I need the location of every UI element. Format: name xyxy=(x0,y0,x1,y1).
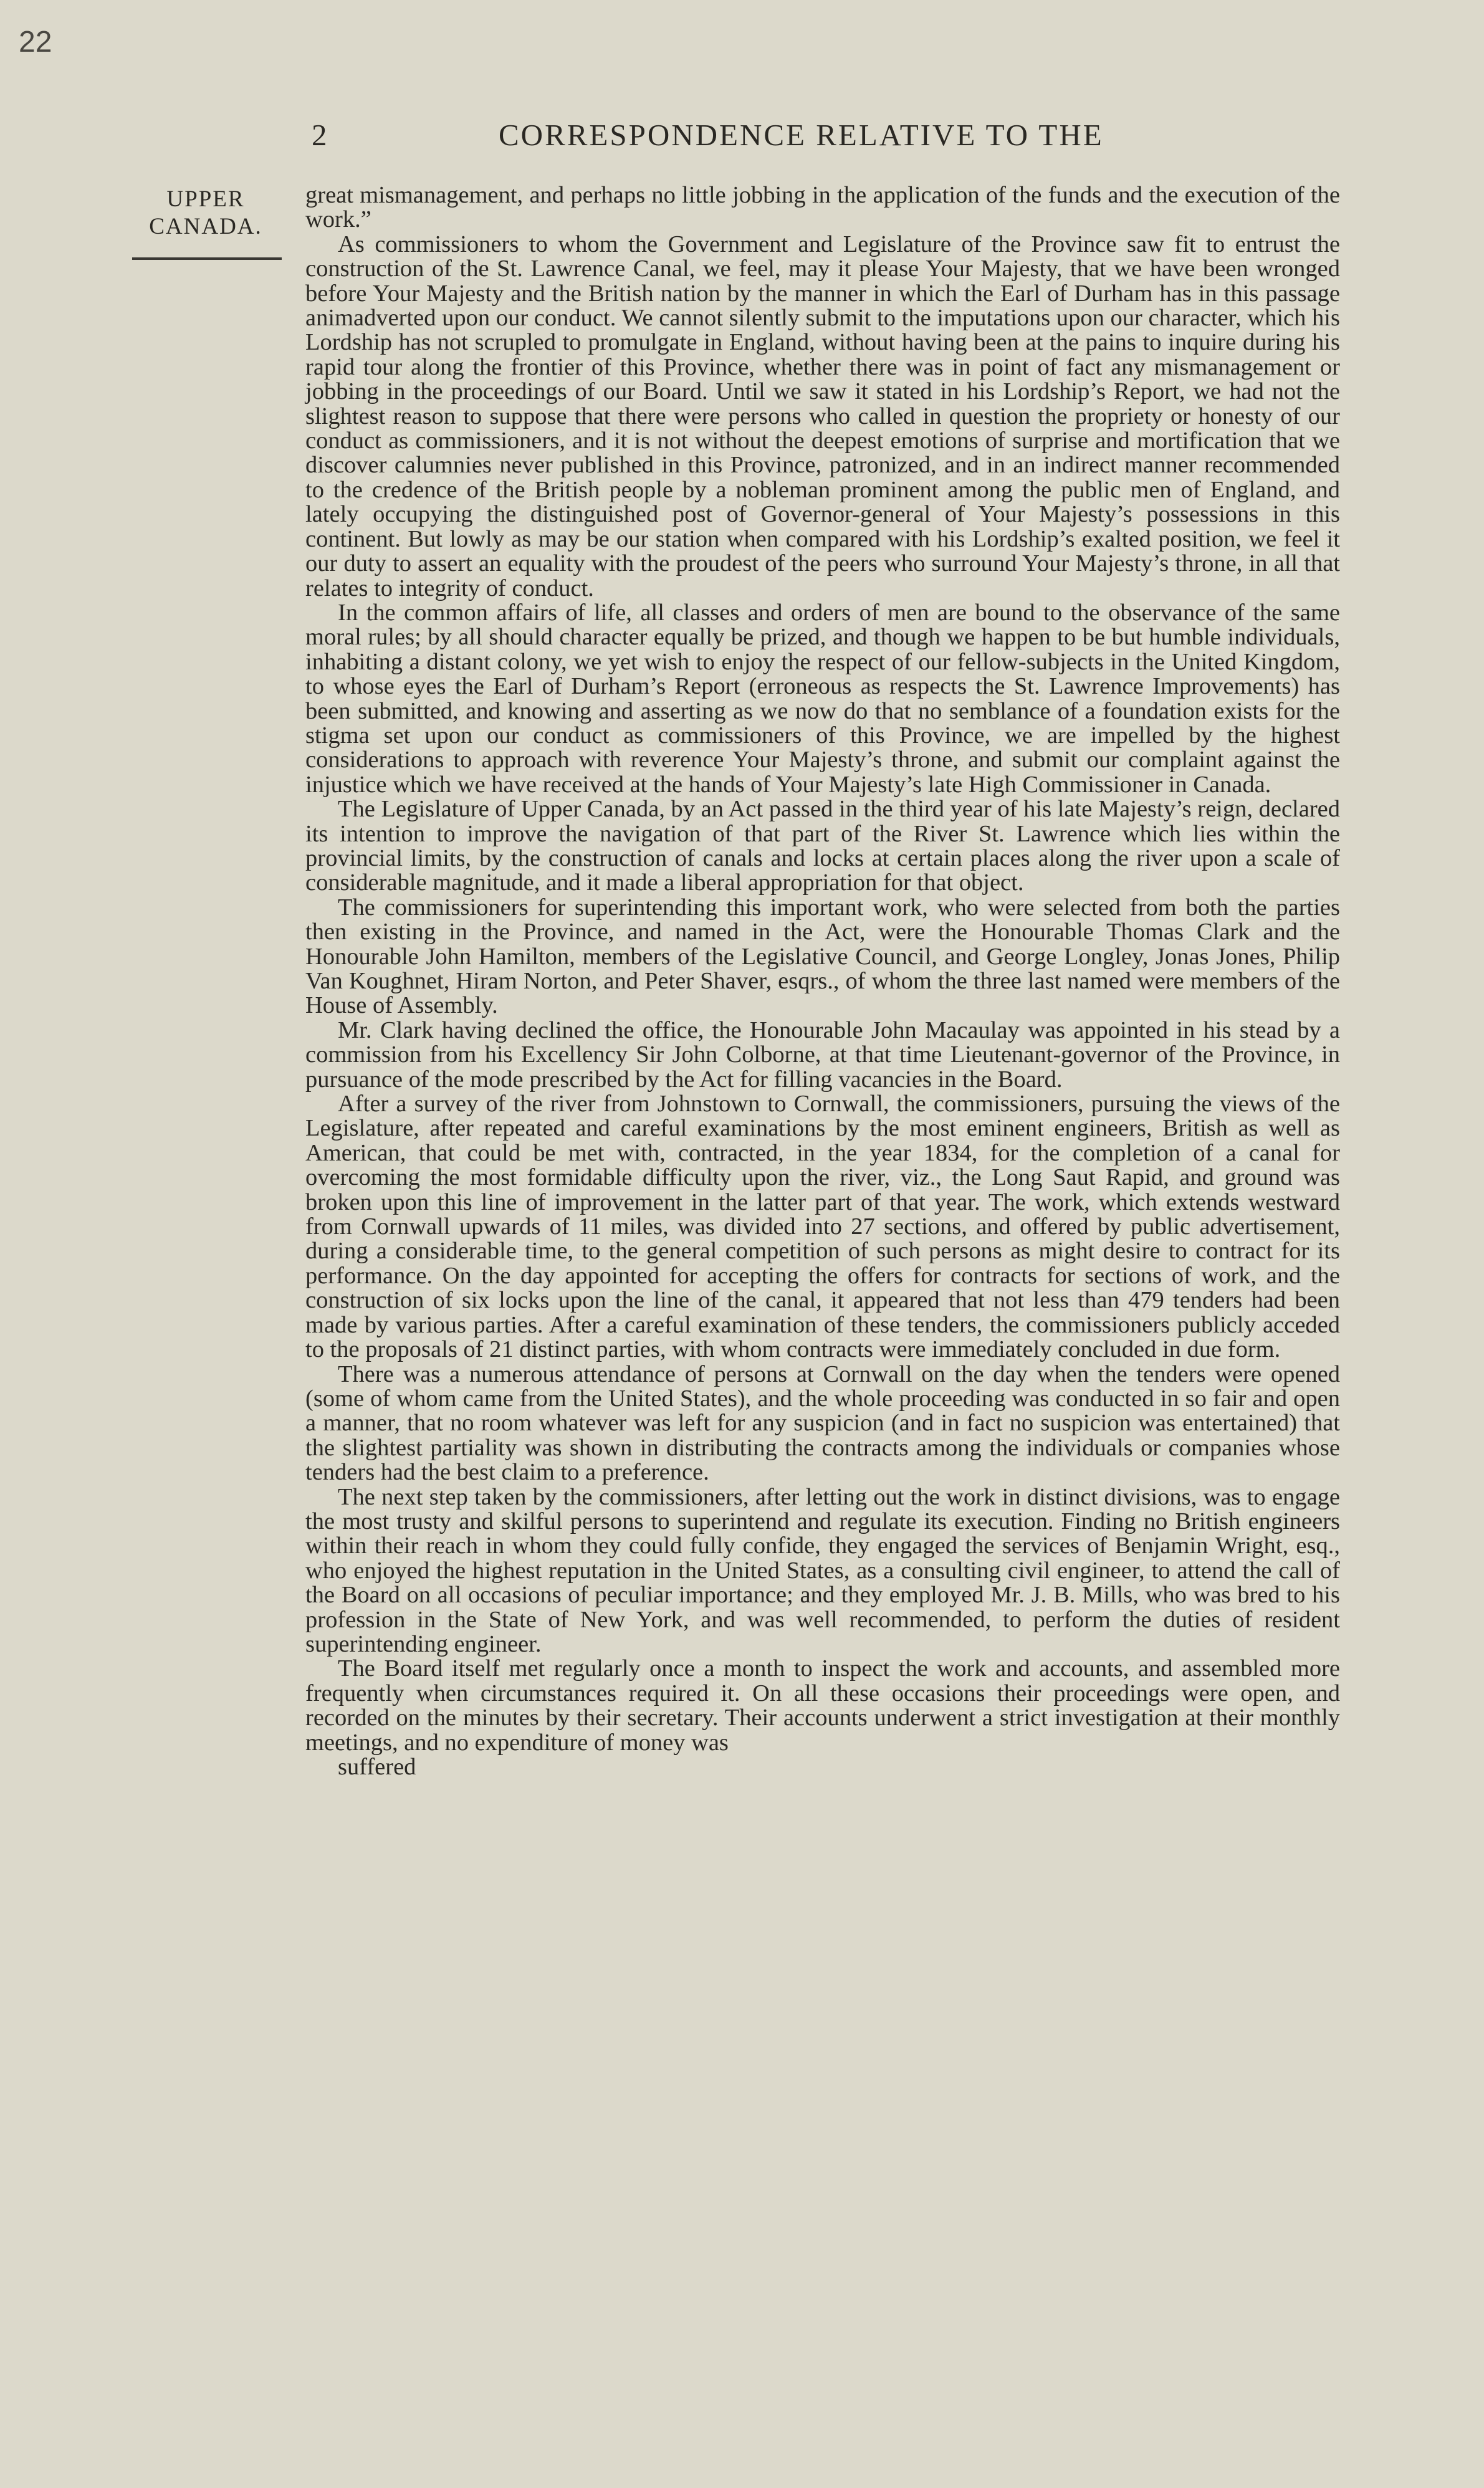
paragraph: There was a numerous attendance of persons at Cornwall on the day when the tenders were opened (some of whom came from the United States), and the whole proceeding was conducted in so fair and open a manner, that no room whatever was left for any suspicion (and in fact no suspicion was entertained) that the slightest partiality was shown in distributing the contracts among the individuals or companies whose tenders had the best claim to a preference. xyxy=(305,1361,1340,1486)
folio-number: 2 xyxy=(312,118,329,152)
paragraph: After a survey of the river from Johnstown to Cornwall, the commissioners, pursuing the views of the Legislature, after repeated and careful examinations by the most eminent engineers, British as well as American, that could be met with, contracted, in the year 1834, for the completion of a canal for overcoming the most formidable difficulty upon the river, viz., the Long Saut Rapid, and ground was broken upon this line of improvement in the latter part of that year. The work, which extends westward from Cornwall upwards of 11 miles, was divided into 27 sections, and offered by public advertisement, during a considerable time, to the general competition of such persons as might desire to contract for its performance. On the day appointed for accepting the offers for contracts for sections of work, and the construction of six locks upon the line of the canal, it appeared that not less than 479 tenders had been made by various parties. After a careful examination of these tenders, the commissioners publicly acceded to the proposals of 21 distinct parties, with whom contracts were immediately concluded in due form. xyxy=(305,1091,1340,1363)
paragraph: The next step taken by the commissioners, after letting out the work in distinct divisions, was to engage the most trusty and skilful persons to superintend and regulate its execution. Finding no British engineers within their reach in whom they could fully confide, they engaged the services of Benjamin Wright, esq., who enjoyed the highest reputation in the United States, as a consulting civil engineer, to attend the call of the Board on all occasions of peculiar importance; and they employed Mr. J. B. Mills, who was bred to his profession in the State of New York, and was well recommended, to perform the duties of resident superintending engineer. xyxy=(305,1483,1340,1657)
paragraph: The commissioners for superintending this important work, who were selected from both the parties then existing in the Province, and named in the Act, were the Honourable Thomas Clark and the Honourable John Hamilton, members of the Legislative Council, and George Longley, Jonas Jones, Philip Van Koughnet, Hiram Norton, and Peter Shaver, esqrs., of whom the three last named were members of the House of Assembly. xyxy=(305,894,1340,1019)
running-head-title: CORRESPONDENCE RELATIVE TO THE xyxy=(499,118,1104,152)
margin-rule xyxy=(132,257,282,260)
page-number: 22 xyxy=(19,26,52,59)
margin-note-line-2: CANADA. xyxy=(149,214,262,239)
body-text xyxy=(305,183,1340,1779)
paragraph: The Legislature of Upper Canada, by an Act passed in the third year of his late Majesty’s reign, declared its intention to improve the navigation of that part of the River St. Lawrence which lies within the provincial limits, by the construction of canals and locks at certain places along the river upon a scale of considerable magnitude, and it made a liberal appropriation for that object. xyxy=(305,796,1340,896)
paragraph: In the common affairs of life, all classes and orders of men are bound to the observance of the same moral rules; by all should character equally be prized, and though we happen to be but humble individuals, inhabiting a distant colony, we yet wish to enjoy the respect of our fellow-subjects in the United Kingdom, to whose eyes the Earl of Durham’s Report (erroneous as respects the St. Lawrence Improvements) has been submitted, and knowing and asserting as we now do that no semblance of a foundation exists for the stigma set upon our conduct as commissioners of this Province, we are impelled by the highest considerations to approach with reverence Your Majesty’s throne, and submit our complaint against the injustice which we have received at the hands of Your Majesty’s late High Commissioner in Canada. xyxy=(305,599,1340,798)
margin-note xyxy=(128,186,284,241)
margin-note-line-1: UPPER xyxy=(166,186,245,212)
paragraph: Mr. Clark having declined the office, the Honourable John Macaulay was appointed in his stead by a commission from his Excellency Sir John Colborne, at that time Lieutenant-governor of the Province, in pursuance of the mode prescribed by the Act for filling vacancies in the Board. xyxy=(305,1017,1340,1093)
paragraph-continued: great mismanagement, and perhaps no little jobbing in the application of the funds and the execution of the work.” xyxy=(305,182,1340,233)
paragraph: The Board itself met regularly once a month to inspect the work and accounts, and assembled more frequently when circumstances required it. On all these occasions their proceedings were open, and recorded on the minutes by their secretary. Their accounts underwent a strict investigation at their monthly meetings, and no expenditure of money was xyxy=(305,1655,1340,1756)
catchword: suffered xyxy=(338,1754,416,1780)
running-head xyxy=(312,117,1346,155)
paragraph: As commissioners to whom the Government and Legislature of the Province saw fit to entrust the construction of the St. Lawrence Canal, we feel, may it please Your Majesty, that we have been wronged before Your Majesty and the British nation by the manner in which the Earl of Durham has in this passage animadverted upon our conduct. We cannot silently submit to the imputations upon our character, which his Lordship has not scrupled to promulgate in England, without having been at the pains to inquire during his rapid tour along the frontier of this Province, whether there was in point of fact any mismanagement or jobbing in the proceedings of our Board. Until we saw it stated in his Lordship’s Report, we had not the slightest reason to suppose that there were persons who called in question the propriety or honesty of our conduct as commissioners, and it is not without the deepest emotions of surprise and mortification that we discover calumnies never published in this Province, patronized, and in an indirect manner recommended to the credence of the British people by a nobleman prominent among the public men of England, and lately occupying the distinguished post of Governor-general of Your Majesty’s possessions in this continent. But lowly as may be our station when compared with his Lordship’s exalted position, we feel it our duty to assert an equality with the proudest of the peers who surround Your Majesty’s throne, in all that relates to integrity of conduct. xyxy=(305,231,1340,601)
